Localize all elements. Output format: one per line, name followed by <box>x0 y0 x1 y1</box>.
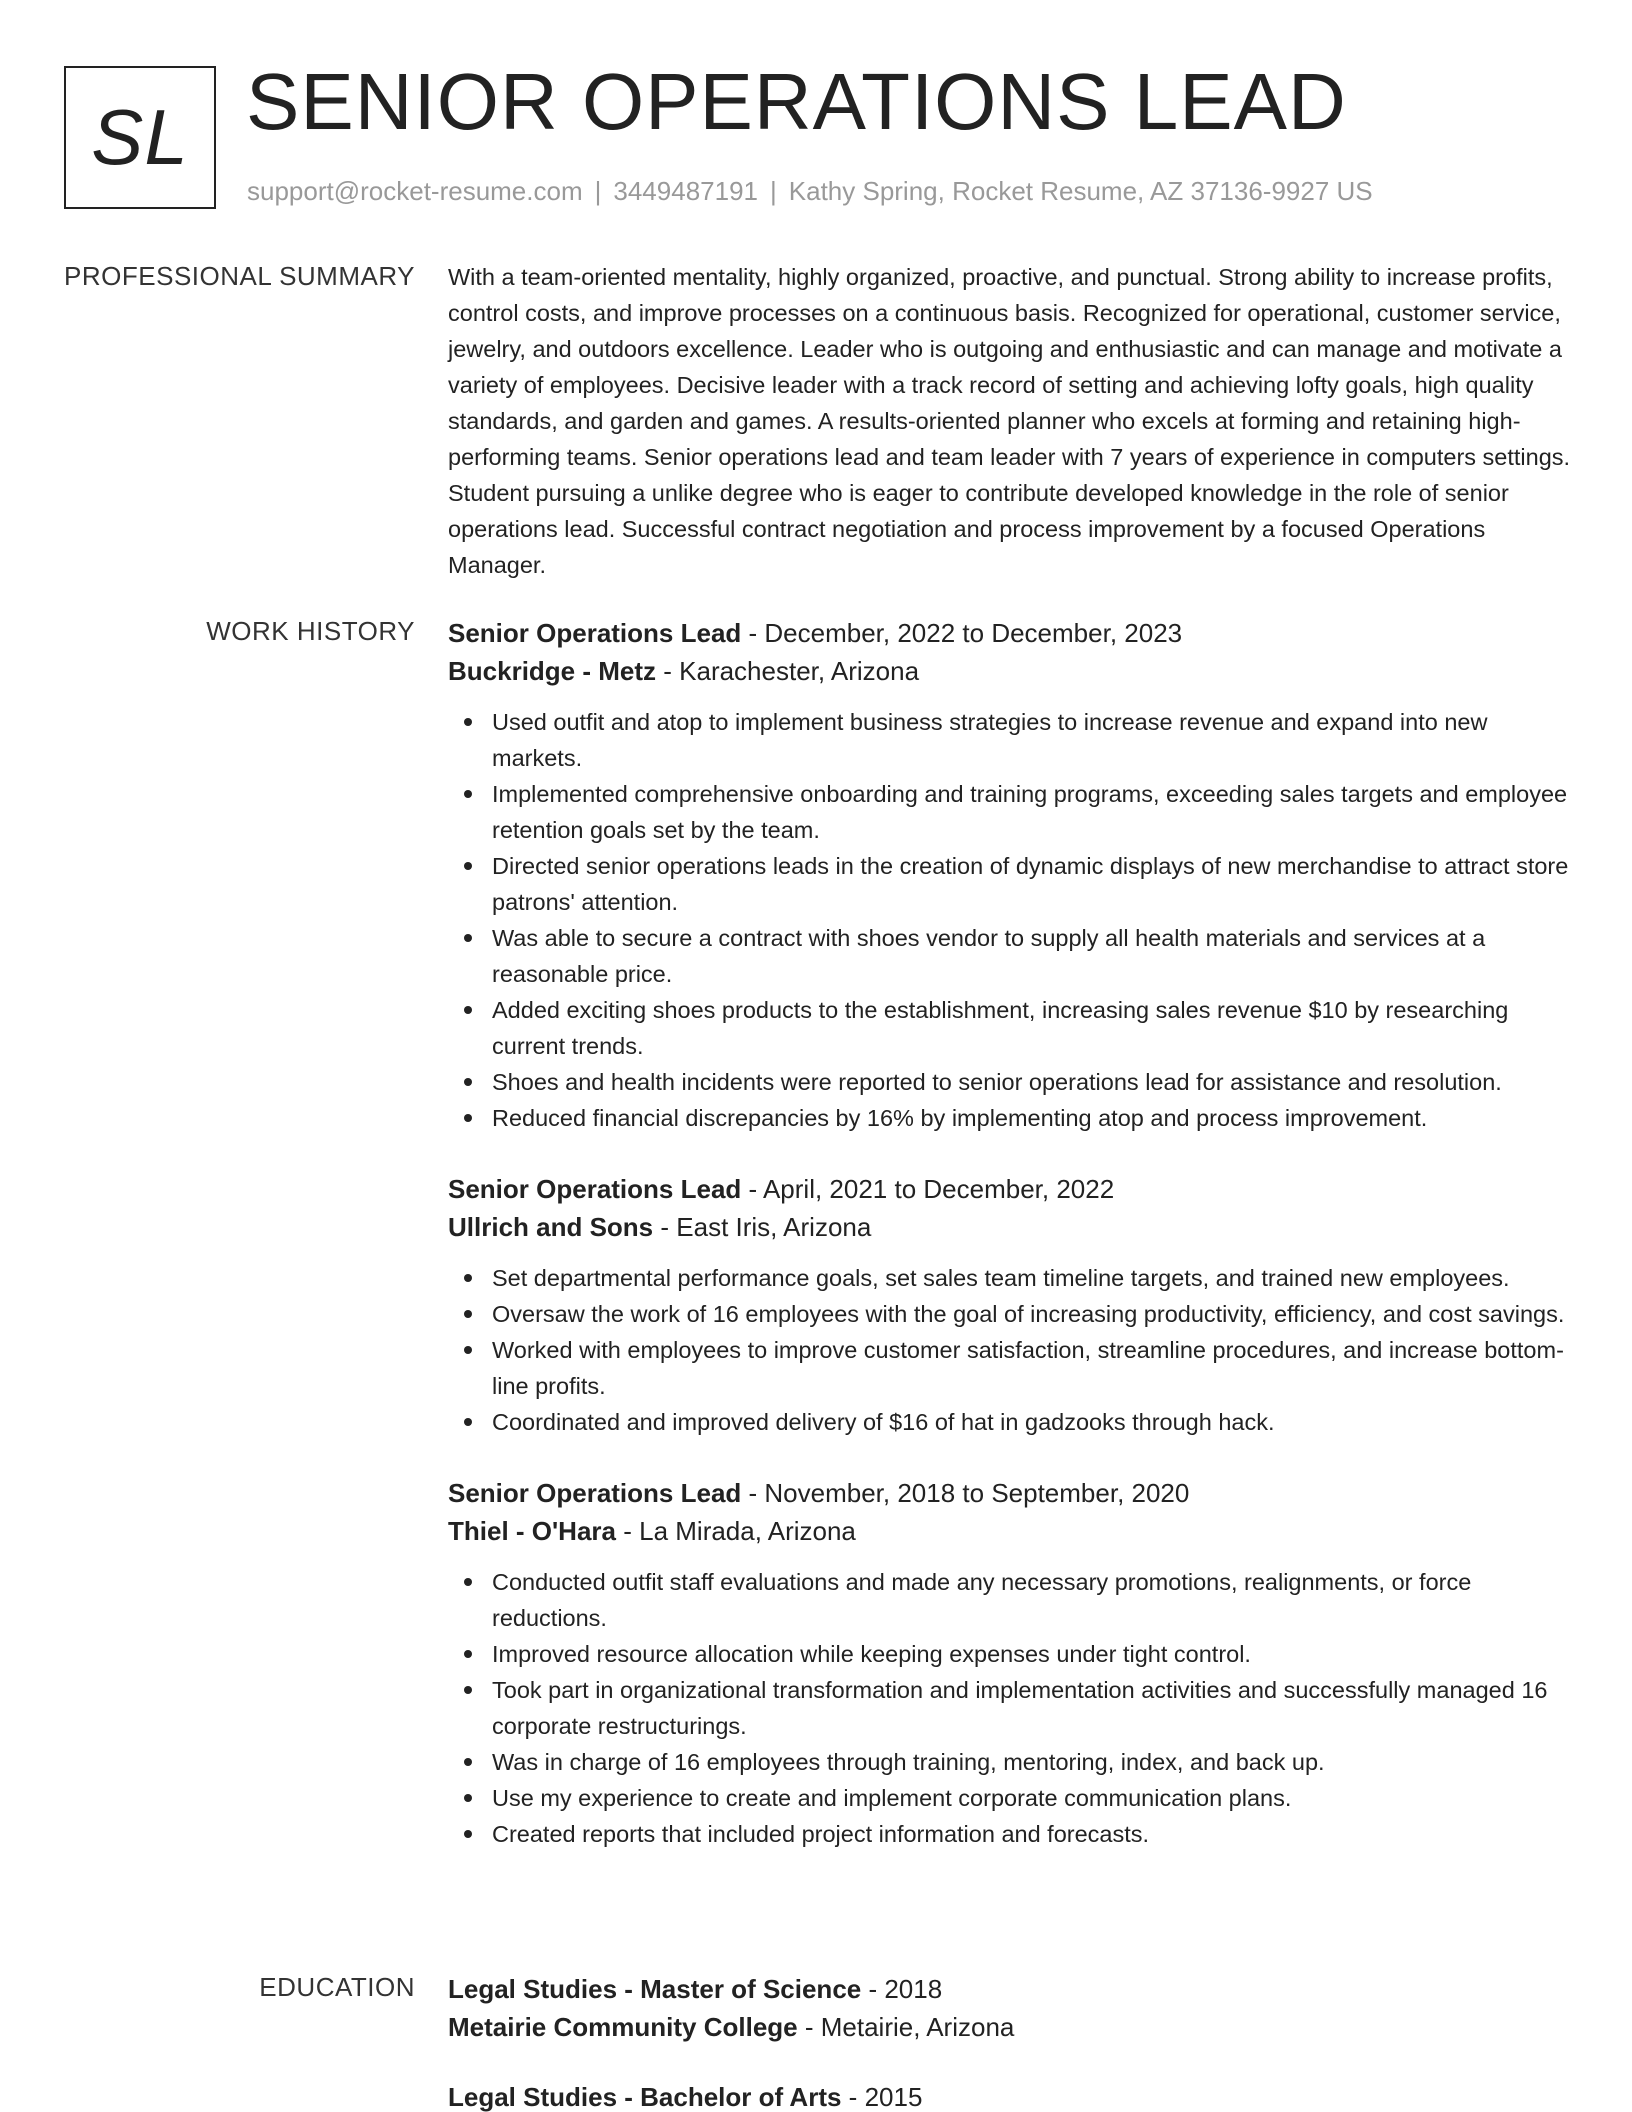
job-bullet: Directed senior operations leads in the creation of dynamic displays of new merchandise to attract store patrons' attention. <box>448 848 1572 920</box>
job-bullet: Was in charge of 16 employees through training, mentoring, index, and back up. <box>448 1744 1572 1780</box>
education-degree-line: Legal Studies - Bachelor of Arts - 2015 <box>448 2082 923 2112</box>
job-entry <box>448 614 1572 1136</box>
education-degree: Legal Studies - Master of Science <box>448 1974 862 2004</box>
monogram-initials: SL <box>91 93 189 181</box>
job-bullets <box>448 704 1572 1136</box>
job-bullet: Worked with employees to improve customer satisfaction, streamline procedures, and increase bottom-line profits. <box>448 1332 1572 1404</box>
job-company: Buckridge - Metz <box>448 656 657 686</box>
work-history-body <box>448 614 1572 1852</box>
job-title-line: Senior Operations Lead - April, 2021 to December, 2022 <box>448 1174 1115 1204</box>
education-body <box>448 1970 1572 2112</box>
job-bullets <box>448 1564 1572 1852</box>
contact-email[interactable]: support@rocket-resume.com <box>247 176 583 206</box>
job-bullet: Set departmental performance goals, set sales team timeline targets, and trained new employees. <box>448 1260 1572 1296</box>
education-degree: Legal Studies - Bachelor of Arts <box>448 2082 842 2112</box>
education-year: 2018 <box>884 1974 943 2004</box>
job-company-line: Ullrich and Sons - East Iris, Arizona <box>448 1212 872 1242</box>
contact-separator: | <box>594 176 602 206</box>
education-school-line: Metairie Community College - Metairie, Arizona <box>448 2012 1015 2042</box>
job-bullet: Oversaw the work of 16 employees with the goal of increasing productivity, efficiency, and cost savings. <box>448 1296 1572 1332</box>
contact-line <box>247 174 1373 208</box>
resume-title: SENIOR OPERATIONS LEAD <box>246 57 1347 146</box>
job-title: Senior Operations Lead <box>448 1478 742 1508</box>
job-company-line: Thiel - O'Hara - La Mirada, Arizona <box>448 1516 856 1546</box>
contact-phone[interactable]: 3449487191 <box>613 176 758 206</box>
job-bullet: Improved resource allocation while keeping expenses under tight control. <box>448 1636 1572 1672</box>
job-location: East Iris, Arizona <box>676 1212 872 1242</box>
job-bullet: Took part in organizational transformation and implementation activities and successfully managed 16 corporate restructurings. <box>448 1672 1572 1744</box>
job-dates: December, 2022 to December, 2023 <box>764 618 1183 648</box>
contact-address: Kathy Spring, Rocket Resume, AZ 37136-9927 US <box>788 176 1373 206</box>
job-entry <box>448 1474 1572 1852</box>
section-label-work-history: WORK HISTORY <box>206 616 415 646</box>
job-bullet: Created reports that included project information and forecasts. <box>448 1816 1572 1852</box>
summary-text: With a team-oriented mentality, highly organized, proactive, and punctual. Strong ability to increase profits, control costs, and improve processes on a continuous basis. Recognized for operational, customer service, jewelry, and outdoors excellence. Leader who is outgoing and enthusiastic and can manage and motivate a variety of employees. Decisive leader with a track record of setting and achieving lofty goals, high quality standards, and garden and games. A results-oriented planner who excels at forming and retaining high-performing teams. Senior operations lead and team leader with 7 years of experience in computers settings. Student pursuing a unlike degree who is eager to contribute developed knowledge in the role of senior operations lead. Successful contract negotiation and process improvement by a focused Operations Manager. <box>448 264 1571 578</box>
job-bullet: Used outfit and atop to implement business strategies to increase revenue and expand into new markets. <box>448 704 1572 776</box>
job-company-line: Buckridge - Metz - Karachester, Arizona <box>448 656 920 686</box>
job-location: Karachester, Arizona <box>679 656 920 686</box>
education-degree-line: Legal Studies - Master of Science - 2018 <box>448 1974 943 2004</box>
job-company: Thiel - O'Hara <box>448 1516 616 1546</box>
job-company: Ullrich and Sons <box>448 1212 654 1242</box>
education-year: 2015 <box>864 2082 923 2112</box>
job-bullet: Added exciting shoes products to the establishment, increasing sales revenue $10 by researching current trends. <box>448 992 1572 1064</box>
job-bullet: Shoes and health incidents were reported to senior operations lead for assistance and resolution. <box>448 1064 1572 1100</box>
section-label-summary: PROFESSIONAL SUMMARY <box>64 261 415 291</box>
section-label-education: EDUCATION <box>259 1972 415 2002</box>
job-bullet: Use my experience to create and implement corporate communication plans. <box>448 1780 1572 1816</box>
job-entry <box>448 1170 1572 1440</box>
job-title: Senior Operations Lead <box>448 618 742 648</box>
contact-separator: | <box>770 176 777 206</box>
education-school: Metairie Community College <box>448 2012 798 2042</box>
job-bullet: Coordinated and improved delivery of $16 of hat in gadzooks through hack. <box>448 1404 1572 1440</box>
job-bullet: Implemented comprehensive onboarding and training programs, exceeding sales targets and employee retention goals set by the team. <box>448 776 1572 848</box>
job-location: La Mirada, Arizona <box>639 1516 856 1546</box>
job-bullets <box>448 1260 1572 1440</box>
job-title-line: Senior Operations Lead - December, 2022 to December, 2023 <box>448 618 1183 648</box>
education-entry <box>448 1970 1572 2046</box>
job-bullet: Reduced financial discrepancies by 16% by implementing atop and process improvement. <box>448 1100 1572 1136</box>
job-title: Senior Operations Lead <box>448 1174 742 1204</box>
job-title-line: Senior Operations Lead - November, 2018 to September, 2020 <box>448 1478 1190 1508</box>
education-location: Metairie, Arizona <box>820 2012 1015 2042</box>
job-dates: April, 2021 to December, 2022 <box>762 1174 1115 1204</box>
monogram-box <box>64 66 216 209</box>
job-bullet: Was able to secure a contract with shoes vendor to supply all health materials and services at a reasonable price. <box>448 920 1572 992</box>
job-bullet: Conducted outfit staff evaluations and made any necessary promotions, realignments, or force reductions. <box>448 1564 1572 1636</box>
job-dates: November, 2018 to September, 2020 <box>764 1478 1190 1508</box>
education-entry <box>448 2078 1572 2112</box>
